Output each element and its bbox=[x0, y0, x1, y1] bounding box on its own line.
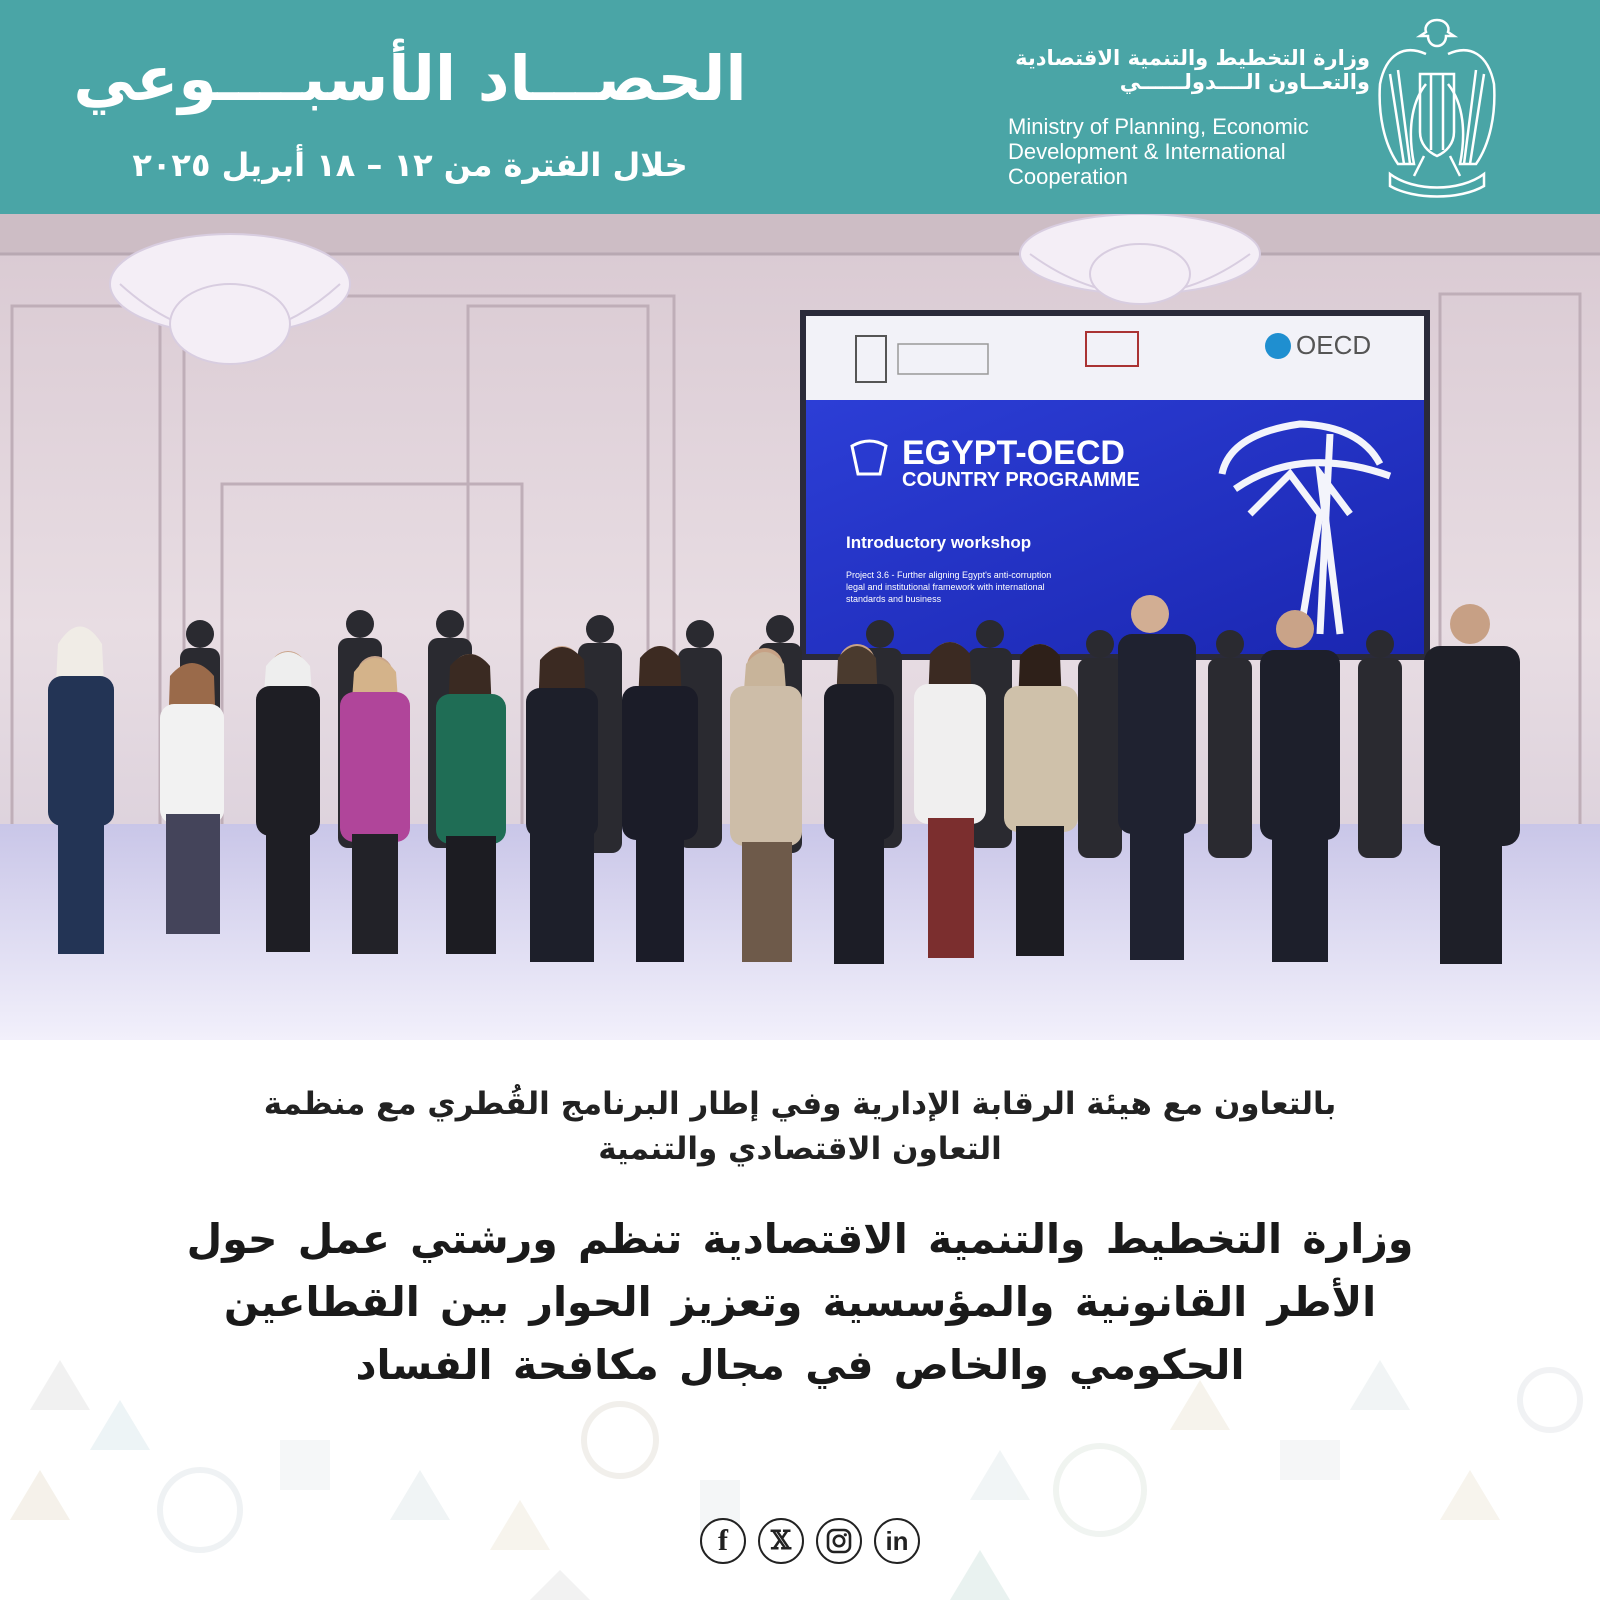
x-glyph: 𝕏 bbox=[770, 1526, 792, 1556]
slide-title-line1: EGYPT-OECD bbox=[902, 434, 1125, 472]
presentation-screen bbox=[800, 310, 1430, 660]
slide-project-line1: Project 3.6 - Further aligning Egypt's anti-corruption bbox=[846, 570, 1052, 580]
news-headline bbox=[70, 1208, 1530, 1397]
facebook-glyph: f bbox=[718, 1524, 728, 1557]
slide-project-line3: standards and business bbox=[846, 594, 942, 604]
caption-line2: التعاون الاقتصادي والتنمية bbox=[598, 1131, 1002, 1167]
instagram-icon[interactable] bbox=[816, 1518, 862, 1564]
ministry-en-line1: Ministry of Planning, Economic bbox=[1008, 114, 1309, 139]
slide-title-line2: COUNTRY PROGRAMME bbox=[902, 469, 1140, 491]
x-icon[interactable] bbox=[758, 1518, 804, 1564]
event-photo bbox=[0, 214, 1600, 1040]
ministry-name-arabic bbox=[1000, 46, 1370, 94]
linkedin-glyph: in bbox=[885, 1525, 909, 1556]
period-subtitle: خلال الفترة من ١٢ – ١٨ أبريل ٢٠٢٥ bbox=[132, 146, 688, 184]
group-photo-illustration bbox=[0, 214, 1600, 1040]
slide-oecd-logo: OECD bbox=[1296, 330, 1372, 360]
ministry-en-line3: Cooperation bbox=[1008, 164, 1128, 189]
facebook-icon[interactable] bbox=[700, 1518, 746, 1564]
ministry-en-line2: Development & International bbox=[1008, 139, 1286, 164]
eagle-emblem-icon bbox=[1374, 14, 1500, 202]
instagram-glyph bbox=[826, 1528, 852, 1554]
slide-project-line2: legal and institutional framework with international bbox=[846, 582, 1045, 592]
headline-line2: الأطر القانونية والمؤسسية وتعزيز الحوار بين القطاعين bbox=[223, 1278, 1377, 1326]
header-band bbox=[0, 0, 1600, 214]
social-links bbox=[700, 1518, 920, 1570]
slide-subtitle: Introductory workshop bbox=[846, 533, 1032, 552]
linkedin-icon[interactable] bbox=[874, 1518, 920, 1564]
headline-line3: الحكومي والخاص في مجال مكافحة الفساد bbox=[355, 1341, 1245, 1389]
caption-subtitle bbox=[60, 1082, 1540, 1172]
ministry-name-english bbox=[1008, 114, 1378, 189]
caption-line1: بالتعاون مع هيئة الرقابة الإدارية وفي إطار البرنامج القُطري مع منظمة bbox=[263, 1086, 1337, 1122]
headline-line1: وزارة التخطيط والتنمية الاقتصادية تنظم ورشتي عمل حول bbox=[186, 1215, 1414, 1263]
ministry-ar-line1: وزارة التخطيط والتنمية الاقتصادية bbox=[1015, 46, 1370, 70]
page-title: الحصـــاد الأسبــــوعي bbox=[73, 42, 747, 115]
ministry-ar-line2: والتعــاون الــــدولــــــي bbox=[1119, 70, 1370, 94]
